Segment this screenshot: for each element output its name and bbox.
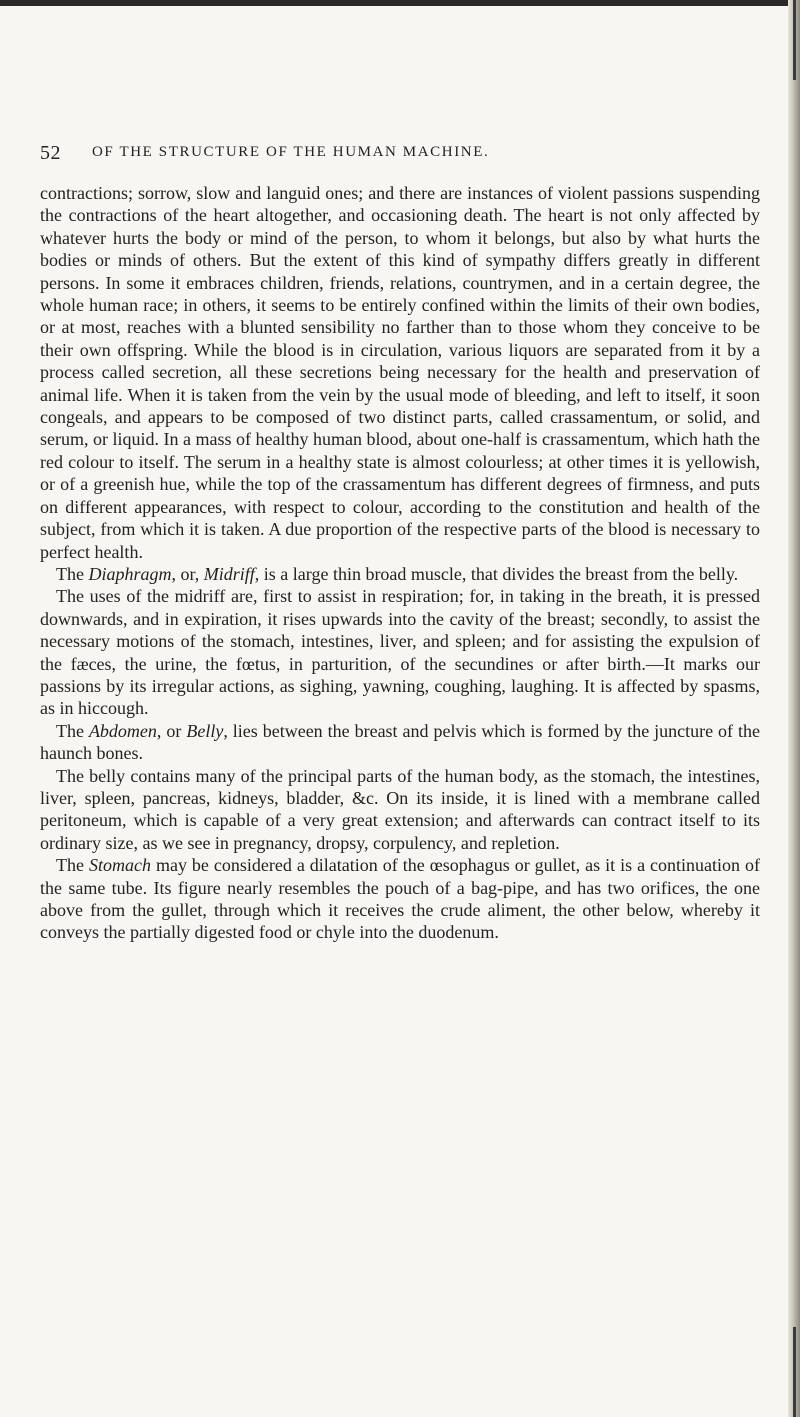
term-stomach: Stomach [88,855,151,876]
stomach-post: may be considered a dilatation of the œsophagus or gullet, as it is a continuation of the same tube. Its figure nearly resembles the pouch of a bag-pipe, and has two orifices, the one above from the gullet, through which it receives the crude aliment, the other below, whereby it conveys the partially digested food or chyle into the duodenum. [40,855,761,943]
paragraph-stomach [40,854,760,944]
paragraph-heart-and-blood: contractions; sorrow, slow and languid ones; and there are instances of violent passions suspending the contractions of the heart altogether, and occasioning death. The heart is not only affected by whatever hurts the body or mind of the person, to whom it belongs, but also by what hurts the bodies or minds of others. But the extent of this kind of sympathy differs greatly in different persons. In some it embraces children, friends, relations, countrymen, and in a certain degree, the whole human race; in others, it seems to be entirely confined within the limits of their own bodies, or at most, reaches with a blunted sensibility no farther than to those whom they conceive to be their own offspring. While the blood is in circulation, various liquors are separated from it by a process called secretion, all these secretions being necessary for the health and preservation of animal life. When it is taken from the vein by the usual mode of bleeding, and left to itself, it soon congeals, and appears to be composed of two distinct parts, called crassamentum, or solid, and serum, or liquid. In a mass of healthy human blood, about one-half is crassamentum, which hath the red colour to itself. The serum in a healthy state is almost colourless; at other times it is yellowish, or of a greenish hue, while the top of the crassamentum has different degrees of firmness, and puts on different appearances, with respect to colour, according to the constitution and health of the subject, from which it is taken. A due proportion of the respective parts of the blood is necessary to perfect health. [40,183,760,562]
scan-edge-shadow-bottom [793,1327,796,1417]
stomach-pre: The [56,855,89,876]
term-abdomen: Abdomen [88,720,157,741]
term-midriff: Midriff [203,563,255,584]
body-text [40,182,760,944]
abdomen-mid: , or [156,720,187,741]
page-header [40,142,760,172]
scan-right-edge [788,0,800,1417]
diaphragm-mid: , or, [171,563,204,584]
diaphragm-post: , is a large thin broad muscle, that divides the breast from the belly. [254,563,739,584]
term-diaphragm: Diaphragm [88,563,172,584]
paragraph-abdomen [40,720,760,765]
paragraph-belly-contents: The belly contains many of the principal parts of the human body, as the stomach, the intestines, liver, spleen, pancreas, kidneys, bladder, &c. On its inside, it is lined with a membrane called peritoneum, which is capable of a very great extension; and afterwards can contract itself to its ordinary size, as we see in pregnancy, dropsy, corpulency, and repletion. [40,765,760,853]
term-belly: Belly [186,720,224,741]
abdomen-post: , lies between the breast and pelvis which is formed by the juncture of the haunch bones. [40,720,760,764]
scan-top-edge [0,0,800,6]
abdomen-pre: The [56,720,89,741]
scan-edge-shadow-top [793,0,796,80]
page-number: 52 [40,142,61,164]
running-head: OF THE STRUCTURE OF THE HUMAN MACHINE. [92,144,490,160]
paragraph-midriff-uses: The uses of the midriff are, first to assist in respiration; for, in taking in the breath, it is pressed downwards, and in expiration, it rises upwards into the cavity of the breast; secondly, to assist the necessary motions of the stomach, intestines, liver, and spleen; and for assisting the expulsion of the fæces, the urine, the fœtus, in parturition, of the secundines or after birth.—It marks our passions by its irregular actions, as sighing, yawning, coughing, laughing. It is affected by spasms, as in hiccough. [40,586,760,719]
paragraph-diaphragm [40,563,760,585]
diaphragm-pre: The [56,563,89,584]
